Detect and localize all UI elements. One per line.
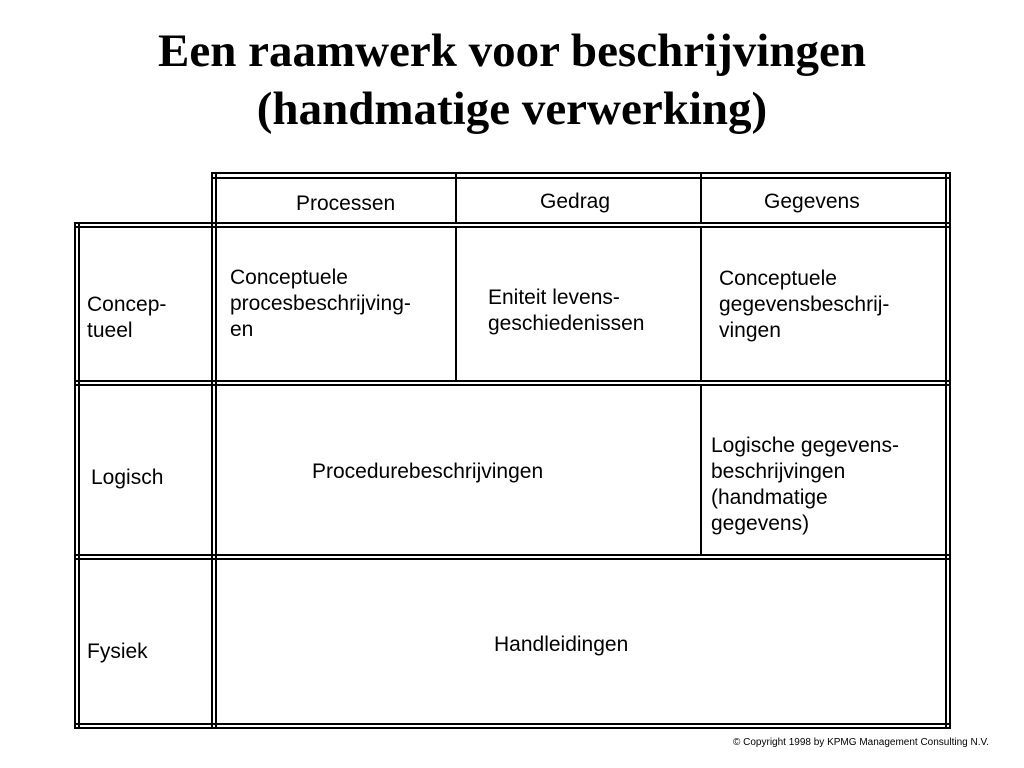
row-label-logisch: Logisch (91, 466, 164, 489)
body-bottom-border-outer (74, 727, 951, 729)
cell-conceptuele-procesbeschrijvingen: Conceptuele procesbeschrijving- en (230, 266, 411, 341)
body-right-border-outer (949, 222, 951, 729)
header-left-border (211, 172, 213, 727)
cell-handleidingen: Handleidingen (494, 633, 629, 656)
title-line-1: Een raamwerk voor beschrijvingen (158, 25, 866, 77)
body-left-border-inner (78, 222, 80, 729)
body-top-border-inner (74, 226, 951, 228)
cell-logische-gegevensbeschrijvingen: Logische gegevens- beschrijvingen (handmatige gegevens) (711, 434, 899, 535)
row-separator-2-inner (74, 558, 951, 560)
cell-conceptuele-gegevensbeschrijvingen: Conceptuele gegevensbeschrij- vingen (719, 267, 890, 342)
row-label-fysiek: Fysiek (87, 640, 148, 663)
body-bottom-border (74, 723, 951, 725)
conceptueel-divider-1 (455, 226, 457, 382)
conceptueel-divider-2 (700, 226, 702, 382)
title-line-2: (handmatige verwerking) (256, 83, 768, 135)
column-header-gedrag: Gedrag (540, 190, 611, 213)
cell-procedurebeschrijvingen: Procedurebeschrijvingen (312, 460, 544, 483)
copyright-notice: © Copyright 1998 by KPMG Management Consulting N.V. (733, 737, 990, 748)
body-right-border (945, 222, 947, 729)
body-left-border (74, 222, 76, 729)
header-top-border (211, 172, 951, 174)
header-divider-2 (700, 174, 702, 224)
row-separator-1 (74, 380, 951, 382)
column-header-gegevens: Gegevens (764, 190, 860, 213)
header-left-border-inner (215, 172, 217, 727)
row-separator-1-inner (74, 384, 951, 386)
body-top-border (74, 222, 951, 224)
column-header-processen: Processen (296, 192, 396, 215)
header-top-border-inner (211, 177, 951, 179)
header-right-border (945, 172, 947, 226)
row-separator-2 (74, 554, 951, 556)
logisch-divider (700, 384, 702, 556)
cell-entiteit-levensgeschiedenissen: Eniteit levens- geschiedenissen (488, 286, 645, 335)
header-right-border-outer (949, 172, 951, 226)
header-divider-1 (455, 174, 457, 224)
row-label-conceptueel: Concep- tueel (87, 293, 167, 342)
slide-title (0, 22, 1024, 138)
